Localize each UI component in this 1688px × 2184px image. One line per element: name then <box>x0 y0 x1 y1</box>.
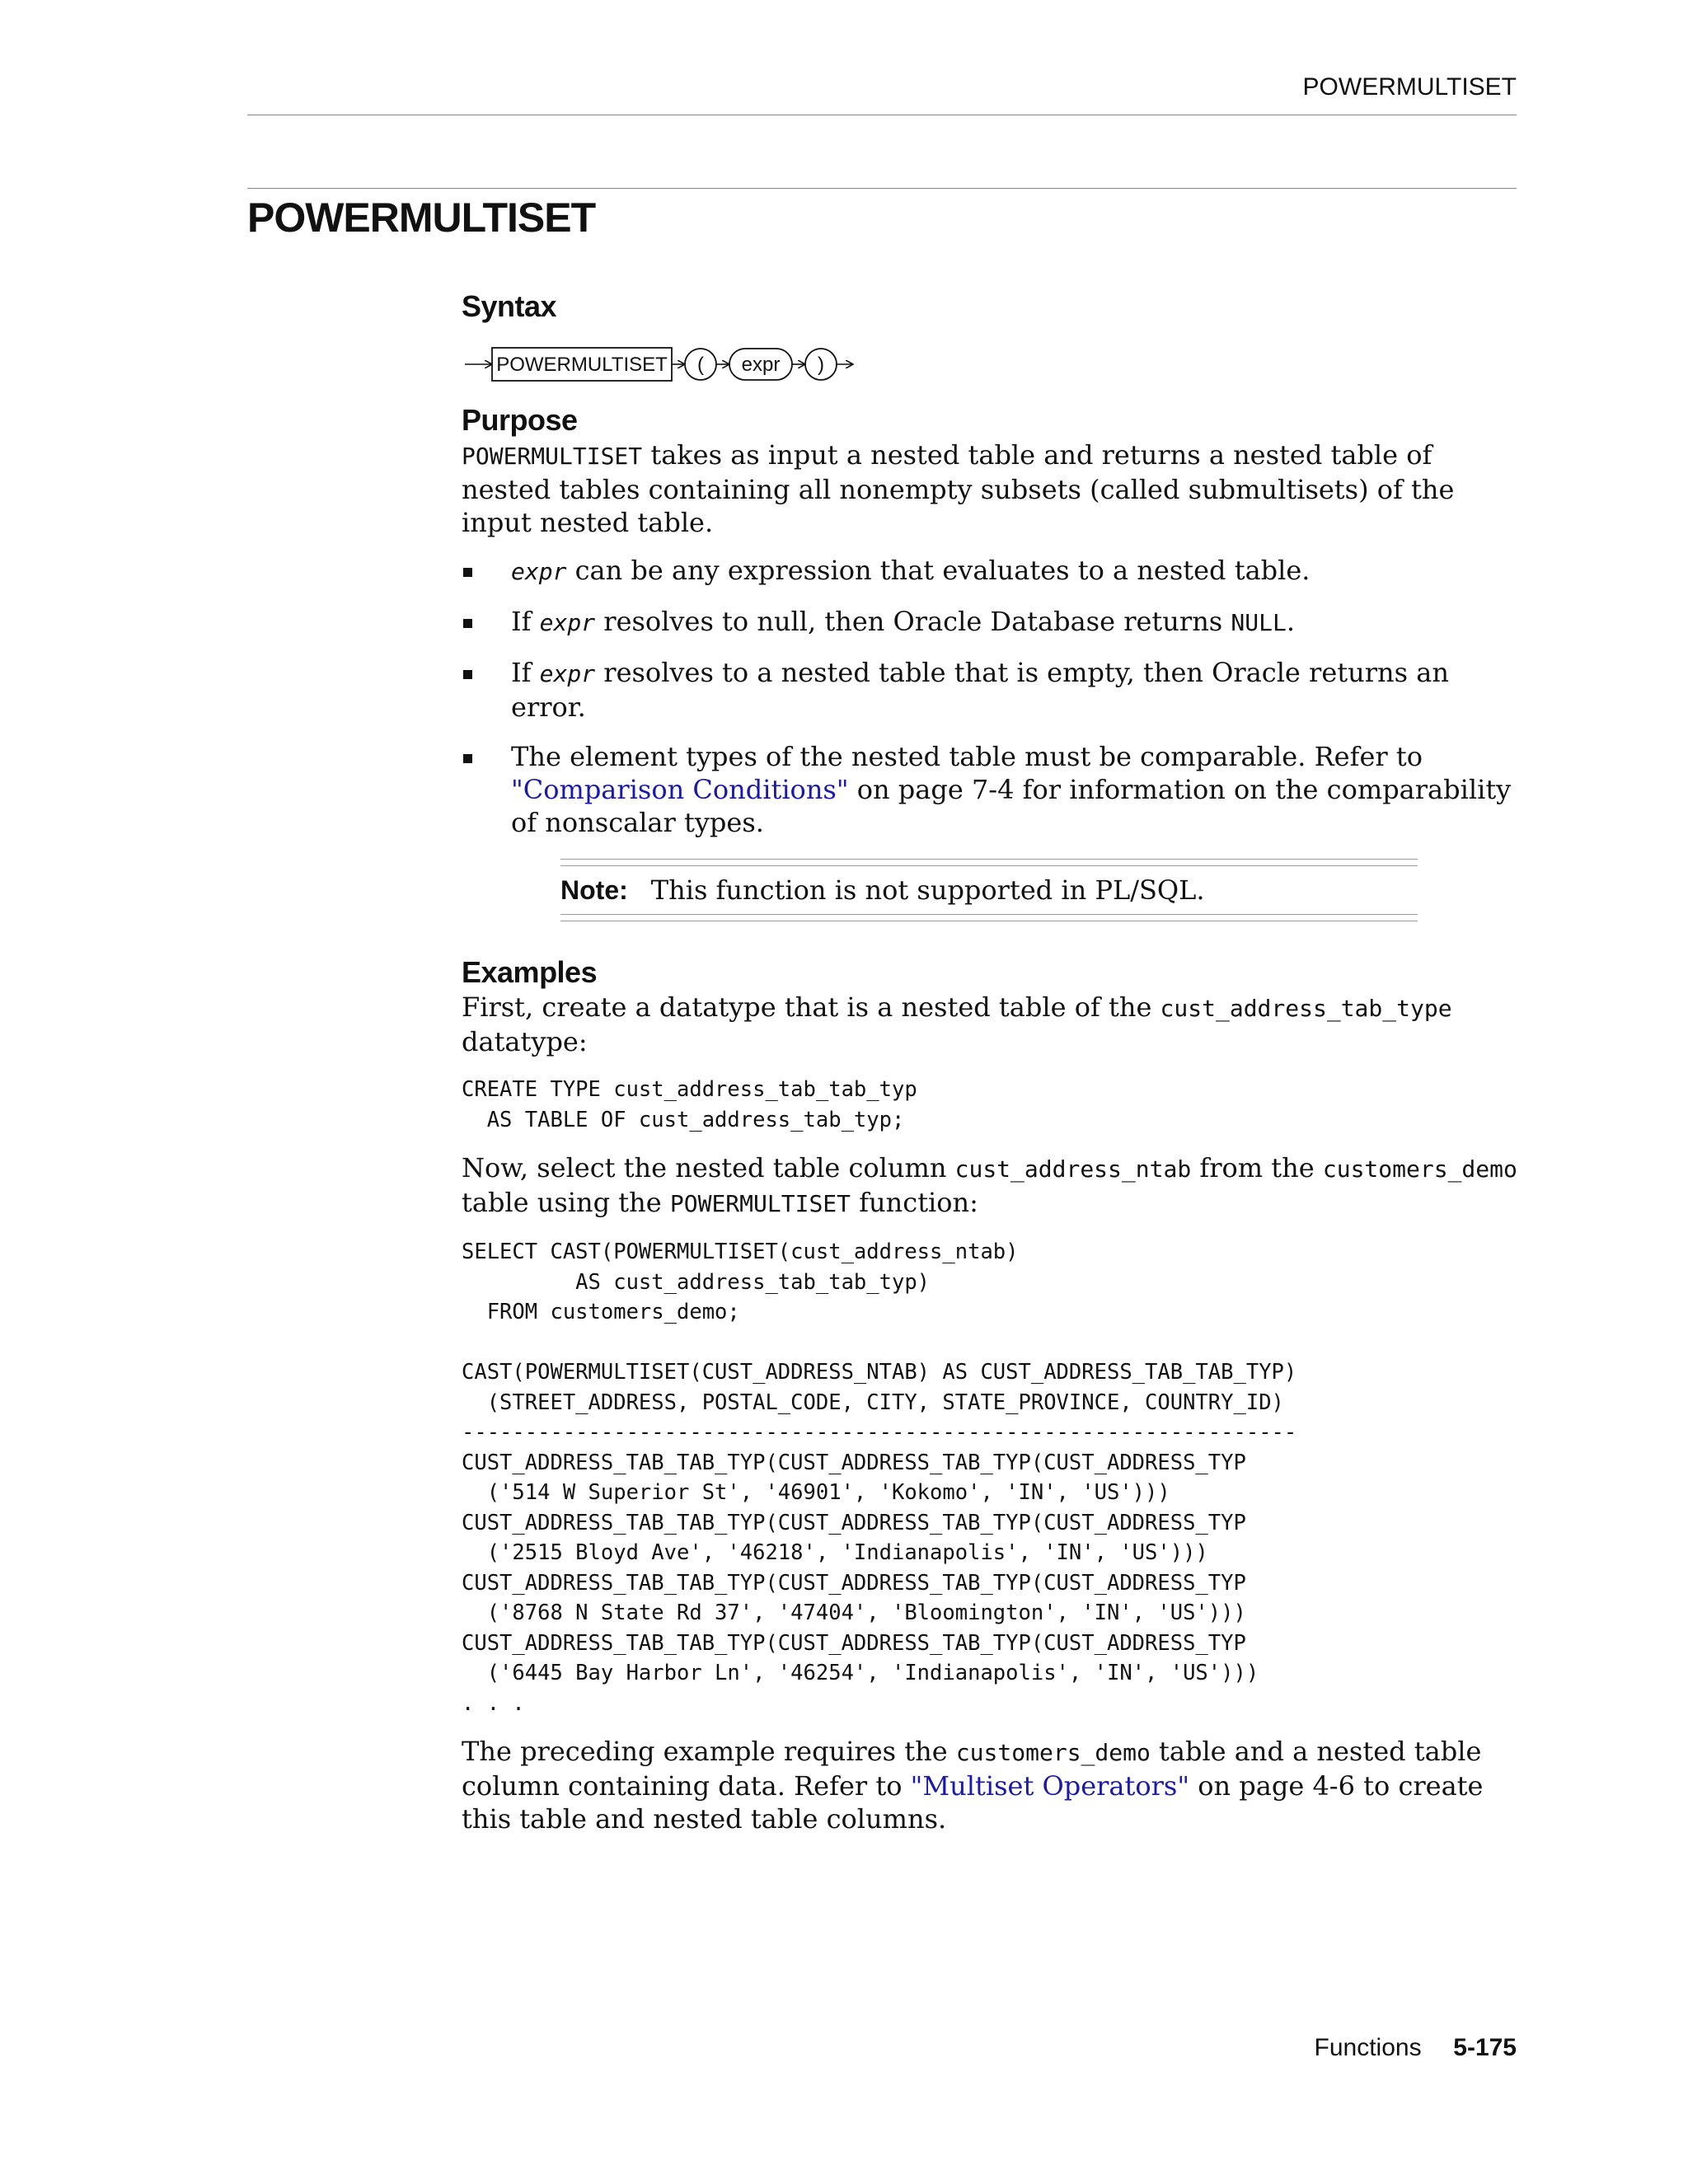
footer-section: Functions <box>1314 2034 1422 2061</box>
purpose-bullets <box>462 554 1525 839</box>
note-top-rule <box>560 859 1418 866</box>
running-header: POWERMULTISET <box>1302 73 1517 101</box>
page-footer <box>247 2033 1517 2063</box>
note-box <box>560 859 1418 921</box>
inline-code: customers_demo <box>955 1739 1151 1766</box>
comparison-conditions-link[interactable]: "Comparison Conditions" <box>511 774 849 805</box>
inline-code: NULL <box>1231 609 1287 636</box>
title-rule <box>247 188 1517 189</box>
note-body <box>560 866 1418 914</box>
list-item: expr can be any expression that evaluates to a nested table. <box>462 554 1525 588</box>
list-item: If expr resolves to a nested table that is empty, then Oracle returns an error. <box>462 656 1525 724</box>
purpose-heading: Purpose <box>462 403 578 437</box>
inline-code: POWERMULTISET <box>462 443 643 470</box>
syntax-diagram <box>462 343 1525 386</box>
purpose-intro: POWERMULTISET takes as input a nested table and returns a nested table of nested tables containing all nonempty subsets (called submultisets) of the input nested table. <box>462 439 1455 538</box>
param-text: expr <box>741 354 781 376</box>
syntax-heading: Syntax <box>462 289 557 323</box>
examples-heading: Examples <box>462 955 598 989</box>
inline-code: cust_address_ntab <box>954 1155 1192 1183</box>
inline-code: expr <box>539 660 596 687</box>
list-item: If expr resolves to null, then Oracle Database returns NULL. <box>462 605 1525 640</box>
multiset-operators-link[interactable]: "Multiset Operators" <box>910 1770 1190 1802</box>
inline-code: expr <box>539 609 596 636</box>
code-block-create-type: CREATE TYPE cust_address_tab_tab_typ AS TABLE OF cust_address_tab_typ; <box>462 1077 917 1132</box>
page-title: POWERMULTISET <box>247 194 596 241</box>
inline-code: customers_demo <box>1322 1155 1517 1183</box>
note-text: This function is not supported in PL/SQL. <box>650 874 1205 906</box>
railroad-diagram <box>462 343 890 386</box>
close-paren-text: ) <box>818 354 824 376</box>
code-block-select: SELECT CAST(POWERMULTISET(cust_address_ntab) AS cust_address_tab_tab_typ) FROM customers_demo; CAST(POWERMULTISET(CUST_ADDRESS_NTAB) AS CUST_ADDRESS_TAB_TAB_TYP) (STREET_ADDRESS, POSTAL_CODE, CITY, STATE_PROVINCE, COUNTRY_ID) ------------------------------------------------------------------ CUST_ADDRESS_TAB_TAB_TYP(CUST_ADDRESS_TAB_TYP(CUST_ADDRESS_TYP ('514 W Superior St', '46901', 'Kokomo', 'IN', 'US'))) CUST_ADDRESS_TAB_TAB_TYP(CUST_ADDRESS_TAB_TYP(CUST_ADDRESS_TYP ('2515 Bloyd Ave', '46218', 'Indianapolis', 'IN', 'US'))) CUST_ADDRESS_TAB_TAB_TYP(CUST_ADDRESS_TAB_TYP(CUST_ADDRESS_TYP ('8768 N State Rd 37', '47404', 'Bloomington', 'IN', 'US'))) CUST_ADDRESS_TAB_TAB_TYP(CUST_ADDRESS_TAB_TYP(CUST_ADDRESS_TYP ('6445 Bay Harbor Ln', '46254', 'Indianapolis', 'IN', 'US'))) . . . <box>462 1240 1297 1716</box>
list-item: The element types of the nested table must be comparable. Refer to "Comparison Conditions" on page 7-4 for information on the comparability of nonscalar types. <box>462 740 1525 839</box>
examples-para-3: The preceding example requires the customers_demo table and a nested table column containing data. Refer to "Multiset Operators" on page 4-6 to create this table and nested table columns. <box>462 1736 1484 1835</box>
note-label: Note: <box>560 875 628 905</box>
inline-code: expr <box>511 558 567 585</box>
main-content <box>462 288 1525 1835</box>
note-bottom-rule <box>560 914 1418 921</box>
examples-para-2: Now, select the nested table column cust_address_ntab from the customers_demo table using the POWERMULTISET function: <box>462 1152 1517 1218</box>
keyword-text: POWERMULTISET <box>496 354 668 376</box>
inline-code: cust_address_tab_type <box>1160 995 1452 1022</box>
inline-code: POWERMULTISET <box>669 1190 851 1217</box>
footer-page-number: 5-175 <box>1453 2034 1517 2061</box>
examples-para-1: First, create a datatype that is a nested table of the cust_address_tab_type datatype: <box>462 991 1452 1057</box>
open-paren-text: ( <box>697 354 704 376</box>
